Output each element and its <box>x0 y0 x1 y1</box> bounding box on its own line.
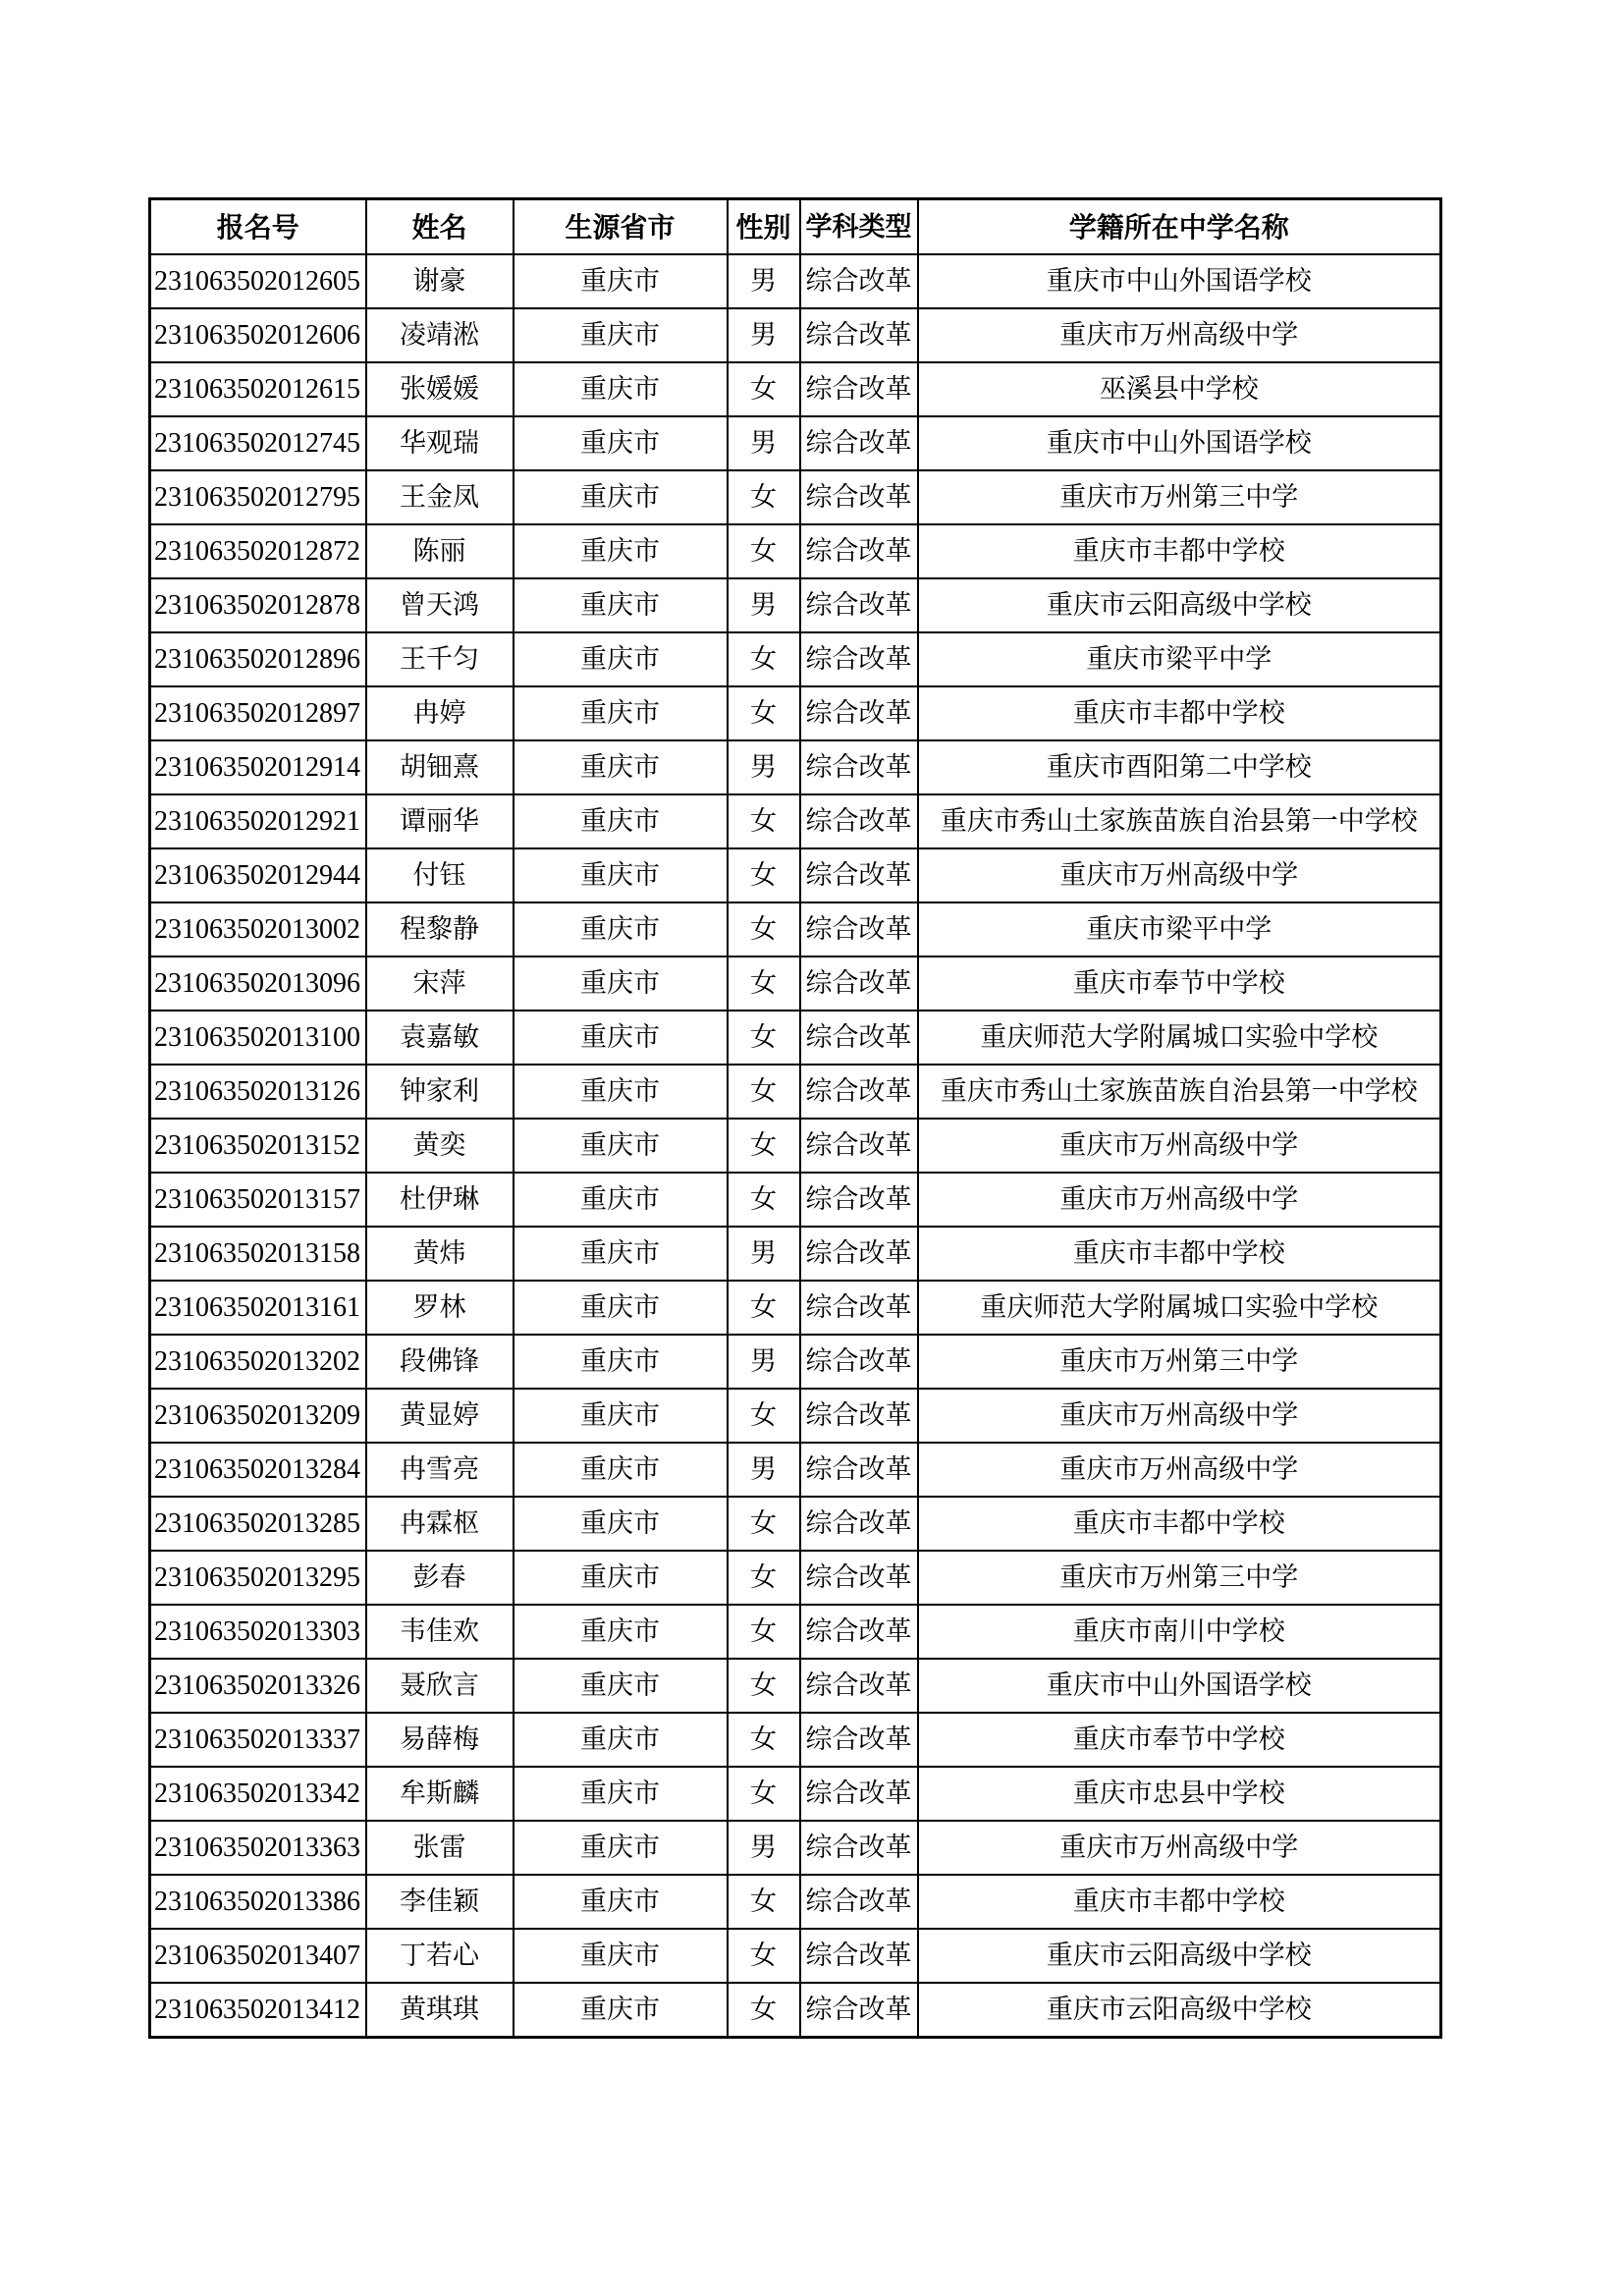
cell-subject: 综合改革 <box>800 1011 918 1065</box>
cell-origin: 重庆市 <box>514 1443 728 1497</box>
cell-school: 重庆市丰都中学校 <box>918 1497 1441 1551</box>
table-row <box>150 794 1441 848</box>
cell-name: 付钰 <box>366 848 514 902</box>
cell-subject: 综合改革 <box>800 254 918 308</box>
cell-reg-no: 231063502013337 <box>150 1713 366 1767</box>
table-row <box>150 1821 1441 1875</box>
admission-roster-table <box>148 197 1442 2039</box>
cell-reg-no: 231063502012914 <box>150 740 366 794</box>
table-row <box>150 1281 1441 1335</box>
cell-name: 黄奕 <box>366 1119 514 1173</box>
cell-origin: 重庆市 <box>514 416 728 470</box>
cell-subject: 综合改革 <box>800 578 918 632</box>
cell-school: 重庆市云阳高级中学校 <box>918 1929 1441 1983</box>
cell-name: 曾天鸿 <box>366 578 514 632</box>
table-row <box>150 1335 1441 1389</box>
cell-name: 程黎静 <box>366 902 514 957</box>
table-row <box>150 1497 1441 1551</box>
header-subject: 学科类型 <box>800 199 918 255</box>
cell-reg-no: 231063502012897 <box>150 686 366 740</box>
table-row <box>150 416 1441 470</box>
header-origin: 生源省市 <box>514 199 728 255</box>
cell-reg-no: 231063502013100 <box>150 1011 366 1065</box>
cell-subject: 综合改革 <box>800 1227 918 1281</box>
cell-subject: 综合改革 <box>800 632 918 686</box>
cell-origin: 重庆市 <box>514 1875 728 1929</box>
table-row <box>150 1173 1441 1227</box>
table-row <box>150 254 1441 308</box>
cell-gender: 女 <box>728 794 800 848</box>
cell-gender: 男 <box>728 254 800 308</box>
cell-origin: 重庆市 <box>514 470 728 524</box>
cell-subject: 综合改革 <box>800 1875 918 1929</box>
cell-school: 重庆市梁平中学 <box>918 902 1441 957</box>
cell-origin: 重庆市 <box>514 1767 728 1821</box>
cell-gender: 男 <box>728 740 800 794</box>
cell-gender: 女 <box>728 362 800 416</box>
cell-reg-no: 231063502012896 <box>150 632 366 686</box>
cell-reg-no: 231063502013303 <box>150 1605 366 1659</box>
cell-subject: 综合改革 <box>800 1389 918 1443</box>
cell-reg-no: 231063502013363 <box>150 1821 366 1875</box>
cell-name: 张媛媛 <box>366 362 514 416</box>
cell-subject: 综合改革 <box>800 1119 918 1173</box>
cell-subject: 综合改革 <box>800 1821 918 1875</box>
cell-school: 重庆市万州高级中学 <box>918 1821 1441 1875</box>
table-row <box>150 1389 1441 1443</box>
cell-gender: 女 <box>728 1011 800 1065</box>
cell-reg-no: 231063502013158 <box>150 1227 366 1281</box>
header-gender: 性别 <box>728 199 800 255</box>
cell-gender: 女 <box>728 470 800 524</box>
cell-origin: 重庆市 <box>514 1713 728 1767</box>
cell-subject: 综合改革 <box>800 1929 918 1983</box>
cell-name: 黄显婷 <box>366 1389 514 1443</box>
cell-origin: 重庆市 <box>514 1281 728 1335</box>
cell-reg-no: 231063502013386 <box>150 1875 366 1929</box>
cell-subject: 综合改革 <box>800 470 918 524</box>
cell-subject: 综合改革 <box>800 1605 918 1659</box>
cell-reg-no: 231063502012944 <box>150 848 366 902</box>
cell-reg-no: 231063502012795 <box>150 470 366 524</box>
header-reg-no: 报名号 <box>150 199 366 255</box>
cell-school: 重庆市忠县中学校 <box>918 1767 1441 1821</box>
cell-gender: 女 <box>728 848 800 902</box>
table-row <box>150 1983 1441 2038</box>
cell-name: 华观瑞 <box>366 416 514 470</box>
cell-reg-no: 231063502013161 <box>150 1281 366 1335</box>
cell-origin: 重庆市 <box>514 1065 728 1119</box>
table-header-row <box>150 199 1441 255</box>
cell-name: 韦佳欢 <box>366 1605 514 1659</box>
table-row <box>150 957 1441 1011</box>
cell-origin: 重庆市 <box>514 848 728 902</box>
cell-origin: 重庆市 <box>514 1551 728 1605</box>
cell-origin: 重庆市 <box>514 1983 728 2038</box>
cell-name: 丁若心 <box>366 1929 514 1983</box>
cell-school: 重庆市秀山土家族苗族自治县第一中学校 <box>918 794 1441 848</box>
table-row <box>150 1119 1441 1173</box>
cell-subject: 综合改革 <box>800 848 918 902</box>
cell-subject: 综合改革 <box>800 686 918 740</box>
cell-school: 重庆市丰都中学校 <box>918 686 1441 740</box>
cell-origin: 重庆市 <box>514 254 728 308</box>
cell-school: 重庆市万州第三中学 <box>918 1551 1441 1605</box>
cell-gender: 女 <box>728 1119 800 1173</box>
cell-name: 段佛锋 <box>366 1335 514 1389</box>
cell-origin: 重庆市 <box>514 362 728 416</box>
cell-school: 重庆师范大学附属城口实验中学校 <box>918 1281 1441 1335</box>
cell-name: 宋萍 <box>366 957 514 1011</box>
cell-school: 重庆市云阳高级中学校 <box>918 578 1441 632</box>
cell-gender: 男 <box>728 1443 800 1497</box>
cell-reg-no: 231063502012606 <box>150 308 366 362</box>
table-row <box>150 686 1441 740</box>
cell-subject: 综合改革 <box>800 1065 918 1119</box>
table-row <box>150 1065 1441 1119</box>
cell-name: 谢豪 <box>366 254 514 308</box>
cell-name: 牟斯麟 <box>366 1767 514 1821</box>
header-school: 学籍所在中学名称 <box>918 199 1441 255</box>
cell-origin: 重庆市 <box>514 1659 728 1713</box>
cell-gender: 男 <box>728 308 800 362</box>
cell-name: 杜伊琳 <box>366 1173 514 1227</box>
cell-school: 重庆师范大学附属城口实验中学校 <box>918 1011 1441 1065</box>
cell-reg-no: 231063502012921 <box>150 794 366 848</box>
cell-reg-no: 231063502013152 <box>150 1119 366 1173</box>
cell-name: 陈丽 <box>366 524 514 578</box>
cell-subject: 综合改革 <box>800 416 918 470</box>
cell-school: 重庆市万州高级中学 <box>918 1443 1441 1497</box>
cell-subject: 综合改革 <box>800 362 918 416</box>
table-row <box>150 1767 1441 1821</box>
cell-subject: 综合改革 <box>800 1659 918 1713</box>
cell-subject: 综合改革 <box>800 1443 918 1497</box>
cell-origin: 重庆市 <box>514 1335 728 1389</box>
cell-gender: 男 <box>728 416 800 470</box>
cell-gender: 女 <box>728 632 800 686</box>
cell-subject: 综合改革 <box>800 1767 918 1821</box>
cell-subject: 综合改革 <box>800 1497 918 1551</box>
cell-origin: 重庆市 <box>514 1605 728 1659</box>
cell-school: 重庆市中山外国语学校 <box>918 1659 1441 1713</box>
cell-school: 重庆市万州第三中学 <box>918 470 1441 524</box>
cell-name: 聂欣言 <box>366 1659 514 1713</box>
cell-subject: 综合改革 <box>800 740 918 794</box>
table-row <box>150 1929 1441 1983</box>
cell-school: 重庆市万州高级中学 <box>918 848 1441 902</box>
cell-name: 胡钿熹 <box>366 740 514 794</box>
cell-gender: 女 <box>728 524 800 578</box>
cell-subject: 综合改革 <box>800 1281 918 1335</box>
table-row <box>150 362 1441 416</box>
cell-school: 重庆市万州高级中学 <box>918 1173 1441 1227</box>
cell-gender: 男 <box>728 1335 800 1389</box>
table-row <box>150 1605 1441 1659</box>
cell-school: 重庆市奉节中学校 <box>918 957 1441 1011</box>
cell-name: 黄炜 <box>366 1227 514 1281</box>
cell-subject: 综合改革 <box>800 902 918 957</box>
table-row <box>150 1551 1441 1605</box>
cell-name: 彭春 <box>366 1551 514 1605</box>
table-row <box>150 1011 1441 1065</box>
cell-gender: 男 <box>728 1821 800 1875</box>
cell-gender: 男 <box>728 1227 800 1281</box>
cell-subject: 综合改革 <box>800 524 918 578</box>
cell-origin: 重庆市 <box>514 632 728 686</box>
table-row <box>150 632 1441 686</box>
cell-reg-no: 231063502013412 <box>150 1983 366 2038</box>
cell-name: 黄琪琪 <box>366 1983 514 2038</box>
cell-school: 重庆市酉阳第二中学校 <box>918 740 1441 794</box>
cell-name: 李佳颖 <box>366 1875 514 1929</box>
cell-origin: 重庆市 <box>514 1011 728 1065</box>
cell-subject: 综合改革 <box>800 1983 918 2038</box>
cell-subject: 综合改革 <box>800 1713 918 1767</box>
table-row <box>150 740 1441 794</box>
cell-reg-no: 231063502012615 <box>150 362 366 416</box>
cell-reg-no: 231063502013202 <box>150 1335 366 1389</box>
cell-gender: 女 <box>728 1767 800 1821</box>
cell-gender: 女 <box>728 1929 800 1983</box>
cell-origin: 重庆市 <box>514 1389 728 1443</box>
cell-reg-no: 231063502013209 <box>150 1389 366 1443</box>
table-row <box>150 524 1441 578</box>
cell-gender: 女 <box>728 1983 800 2038</box>
table-row <box>150 1659 1441 1713</box>
table-row <box>150 578 1441 632</box>
cell-gender: 女 <box>728 902 800 957</box>
cell-reg-no: 231063502013295 <box>150 1551 366 1605</box>
cell-school: 重庆市丰都中学校 <box>918 1227 1441 1281</box>
table-row <box>150 308 1441 362</box>
cell-reg-no: 231063502013284 <box>150 1443 366 1497</box>
cell-name: 谭丽华 <box>366 794 514 848</box>
cell-school: 重庆市中山外国语学校 <box>918 416 1441 470</box>
table-row <box>150 1443 1441 1497</box>
cell-school: 重庆市丰都中学校 <box>918 1875 1441 1929</box>
cell-school: 重庆市云阳高级中学校 <box>918 1983 1441 2038</box>
cell-reg-no: 231063502012872 <box>150 524 366 578</box>
cell-gender: 女 <box>728 957 800 1011</box>
table-row <box>150 848 1441 902</box>
cell-origin: 重庆市 <box>514 524 728 578</box>
cell-school: 巫溪县中学校 <box>918 362 1441 416</box>
cell-origin: 重庆市 <box>514 1929 728 1983</box>
cell-school: 重庆市万州高级中学 <box>918 308 1441 362</box>
cell-name: 冉霖枢 <box>366 1497 514 1551</box>
cell-subject: 综合改革 <box>800 308 918 362</box>
cell-origin: 重庆市 <box>514 1227 728 1281</box>
table-row <box>150 1875 1441 1929</box>
cell-gender: 女 <box>728 686 800 740</box>
cell-reg-no: 231063502013326 <box>150 1659 366 1713</box>
cell-name: 凌靖淞 <box>366 308 514 362</box>
cell-gender: 女 <box>728 1605 800 1659</box>
table-row <box>150 1227 1441 1281</box>
cell-name: 钟家利 <box>366 1065 514 1119</box>
cell-name: 易薛梅 <box>366 1713 514 1767</box>
cell-origin: 重庆市 <box>514 957 728 1011</box>
cell-origin: 重庆市 <box>514 1497 728 1551</box>
cell-reg-no: 231063502013126 <box>150 1065 366 1119</box>
cell-origin: 重庆市 <box>514 1119 728 1173</box>
cell-name: 张雷 <box>366 1821 514 1875</box>
cell-gender: 女 <box>728 1497 800 1551</box>
cell-gender: 女 <box>728 1875 800 1929</box>
cell-school: 重庆市万州高级中学 <box>918 1389 1441 1443</box>
cell-gender: 女 <box>728 1065 800 1119</box>
cell-reg-no: 231063502012745 <box>150 416 366 470</box>
cell-subject: 综合改革 <box>800 794 918 848</box>
cell-school: 重庆市秀山土家族苗族自治县第一中学校 <box>918 1065 1441 1119</box>
cell-origin: 重庆市 <box>514 308 728 362</box>
header-name: 姓名 <box>366 199 514 255</box>
cell-school: 重庆市奉节中学校 <box>918 1713 1441 1767</box>
cell-gender: 女 <box>728 1389 800 1443</box>
cell-name: 冉雪亮 <box>366 1443 514 1497</box>
table-row <box>150 470 1441 524</box>
cell-school: 重庆市梁平中学 <box>918 632 1441 686</box>
cell-subject: 综合改革 <box>800 1551 918 1605</box>
cell-gender: 女 <box>728 1173 800 1227</box>
cell-reg-no: 231063502013407 <box>150 1929 366 1983</box>
cell-origin: 重庆市 <box>514 1173 728 1227</box>
cell-school: 重庆市万州高级中学 <box>918 1119 1441 1173</box>
cell-origin: 重庆市 <box>514 794 728 848</box>
cell-reg-no: 231063502013285 <box>150 1497 366 1551</box>
table-row <box>150 902 1441 957</box>
cell-reg-no: 231063502013002 <box>150 902 366 957</box>
cell-origin: 重庆市 <box>514 686 728 740</box>
cell-name: 袁嘉敏 <box>366 1011 514 1065</box>
table-row <box>150 1713 1441 1767</box>
cell-origin: 重庆市 <box>514 740 728 794</box>
cell-gender: 男 <box>728 578 800 632</box>
cell-reg-no: 231063502013342 <box>150 1767 366 1821</box>
cell-subject: 综合改革 <box>800 1335 918 1389</box>
cell-gender: 女 <box>728 1281 800 1335</box>
cell-name: 罗林 <box>366 1281 514 1335</box>
cell-reg-no: 231063502012605 <box>150 254 366 308</box>
cell-origin: 重庆市 <box>514 578 728 632</box>
table-body <box>150 254 1441 2038</box>
cell-reg-no: 231063502013157 <box>150 1173 366 1227</box>
cell-reg-no: 231063502013096 <box>150 957 366 1011</box>
cell-school: 重庆市万州第三中学 <box>918 1335 1441 1389</box>
cell-school: 重庆市南川中学校 <box>918 1605 1441 1659</box>
cell-gender: 女 <box>728 1551 800 1605</box>
cell-name: 王金凤 <box>366 470 514 524</box>
cell-origin: 重庆市 <box>514 1821 728 1875</box>
cell-school: 重庆市丰都中学校 <box>918 524 1441 578</box>
cell-name: 冉婷 <box>366 686 514 740</box>
cell-origin: 重庆市 <box>514 902 728 957</box>
cell-reg-no: 231063502012878 <box>150 578 366 632</box>
cell-name: 王千匀 <box>366 632 514 686</box>
cell-gender: 女 <box>728 1659 800 1713</box>
cell-subject: 综合改革 <box>800 957 918 1011</box>
cell-school: 重庆市中山外国语学校 <box>918 254 1441 308</box>
cell-gender: 女 <box>728 1713 800 1767</box>
cell-subject: 综合改革 <box>800 1173 918 1227</box>
